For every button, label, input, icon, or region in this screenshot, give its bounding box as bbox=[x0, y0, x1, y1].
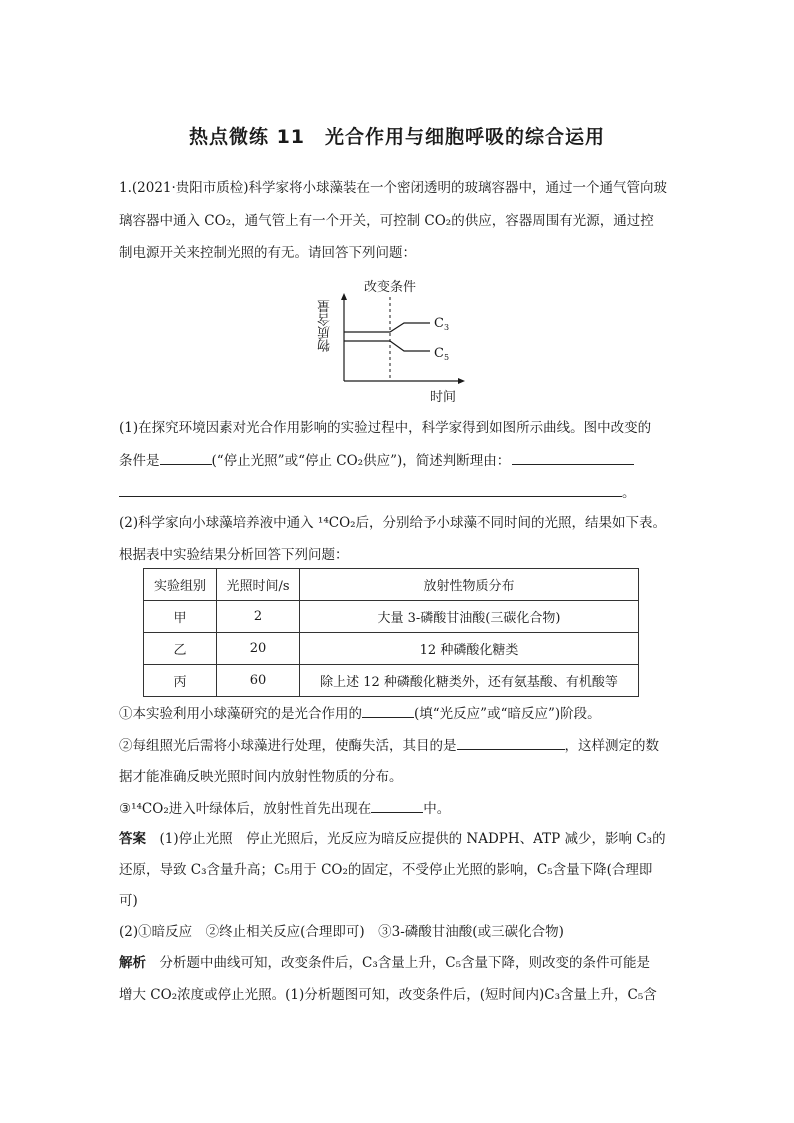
answer-line-3: 可) bbox=[119, 893, 138, 909]
answer-line-1: 答案 (1)停止光照 停止光照后，光反应为暗反应提供的 NADPH、ATP 减少，影响 C₃的 bbox=[119, 831, 666, 847]
table-cell: 12 种磷酸化糖类 bbox=[300, 633, 639, 665]
results-table bbox=[143, 568, 639, 697]
answer-line-4: (2)①暗反应 ②终止相关反应(合理即可) ③3-磷酸甘油酸(或三碳化合物) bbox=[119, 924, 564, 940]
question-c: ③¹⁴CO₂进入叶绿体后，放射性首先出现在 中。 bbox=[119, 798, 679, 819]
table-header-row bbox=[144, 569, 639, 601]
c5-curve bbox=[344, 341, 430, 351]
answer-blank-5[interactable] bbox=[457, 735, 565, 750]
question-1-line-3: 制电源开关来控制光照的有无。请回答下列问题： bbox=[119, 245, 416, 261]
question-1-line-1: 1.(2021·贵阳市质检)科学家将小球藻装在一个密闭透明的玻璃容器中，通过一个通气管向玻 bbox=[119, 180, 668, 196]
answer-blank-3[interactable] bbox=[119, 482, 622, 497]
table-row bbox=[144, 633, 639, 665]
header-cell: 光照时间/s bbox=[217, 569, 300, 601]
table-cell: 除上述 12 种磷酸化糖类外，还有氨基酸、有机酸等 bbox=[300, 665, 639, 697]
header-cell: 实验组别 bbox=[144, 569, 217, 601]
graph-top-label: 改变条件 bbox=[364, 280, 417, 295]
table-cell: 20 bbox=[217, 633, 300, 665]
c3-label: $C_3$ bbox=[434, 316, 450, 332]
table-row bbox=[144, 665, 639, 697]
analysis-line-1: 解析 分析题中曲线可知，改变条件后，C₃含量上升，C₅含量下降，则改变的条件可能是 bbox=[119, 955, 650, 971]
question-a: ①本实验利用小球藻研究的是光合作用的 (填“光反应”或“暗反应”)阶段。 bbox=[119, 703, 679, 724]
sub1-line-2: 条件是 (“停止光照”或“停止 CO₂供应”)，简述判断理由： bbox=[119, 450, 679, 471]
table-cell: 2 bbox=[217, 601, 300, 633]
graph-x-label: 时间 bbox=[430, 390, 457, 405]
analysis-line-2: 增大 CO₂浓度或停止光照。(1)分析题图可知，改变条件后，(短时间内)C₃含量上升，C₅含 bbox=[119, 987, 657, 1003]
table-cell: 60 bbox=[217, 665, 300, 697]
table-row bbox=[144, 601, 639, 633]
header-cell: 放射性物质分布 bbox=[300, 569, 639, 601]
c5-label: $C_5$ bbox=[434, 346, 450, 362]
table-cell: 丙 bbox=[144, 665, 217, 697]
sub2-line-2: 根据表中实验结果分析回答下列问题： bbox=[119, 547, 349, 563]
answer-blank-4[interactable] bbox=[362, 703, 414, 718]
answer-blank-6[interactable] bbox=[371, 798, 423, 813]
table-cell: 乙 bbox=[144, 633, 217, 665]
question-b-line-1: ②每组照光后需将小球藻进行处理，使酶失活，其目的是 ，这样测定的数 bbox=[119, 735, 679, 756]
table-cell: 甲 bbox=[144, 601, 217, 633]
curve-graph bbox=[318, 277, 478, 407]
page-title: 热点微练 11 光合作用与细胞呼吸的综合运用 bbox=[188, 126, 606, 148]
sub1-line-1: (1)在探究环境因素对光合作用影响的实验过程中，科学家得到如图所示曲线。图中改变的 bbox=[119, 420, 652, 436]
answer-line-2: 还原，导致 C₃含量升高；C₅用于 CO₂的固定，不受停止光照的影响，C₅含量下降(合理即 bbox=[119, 862, 653, 878]
y-axis-arrow bbox=[341, 293, 347, 300]
answer-blank-2[interactable] bbox=[512, 450, 634, 465]
x-axis-arrow bbox=[458, 378, 465, 384]
sub2-line-1: (2)科学家向小球藻培养液中通入 ¹⁴CO₂后，分别给予小球藻不同时间的光照，结果如下表。 bbox=[119, 515, 667, 531]
c3-curve bbox=[344, 323, 430, 332]
question-1-line-2: 璃容器中通入 CO₂，通气管上有一个开关，可控制 CO₂的供应，容器周围有光源，通过控 bbox=[119, 213, 654, 229]
answer-blank-1[interactable] bbox=[160, 450, 212, 465]
graph-y-axis-label: 物质含量 bbox=[318, 300, 333, 352]
question-b-line-2: 据才能准确反映光照时间内放射性物质的分布。 bbox=[119, 769, 403, 785]
table-cell: 大量 3-磷酸甘油酸(三碳化合物) bbox=[300, 601, 639, 633]
sub1-line-3: 。 bbox=[119, 482, 679, 503]
